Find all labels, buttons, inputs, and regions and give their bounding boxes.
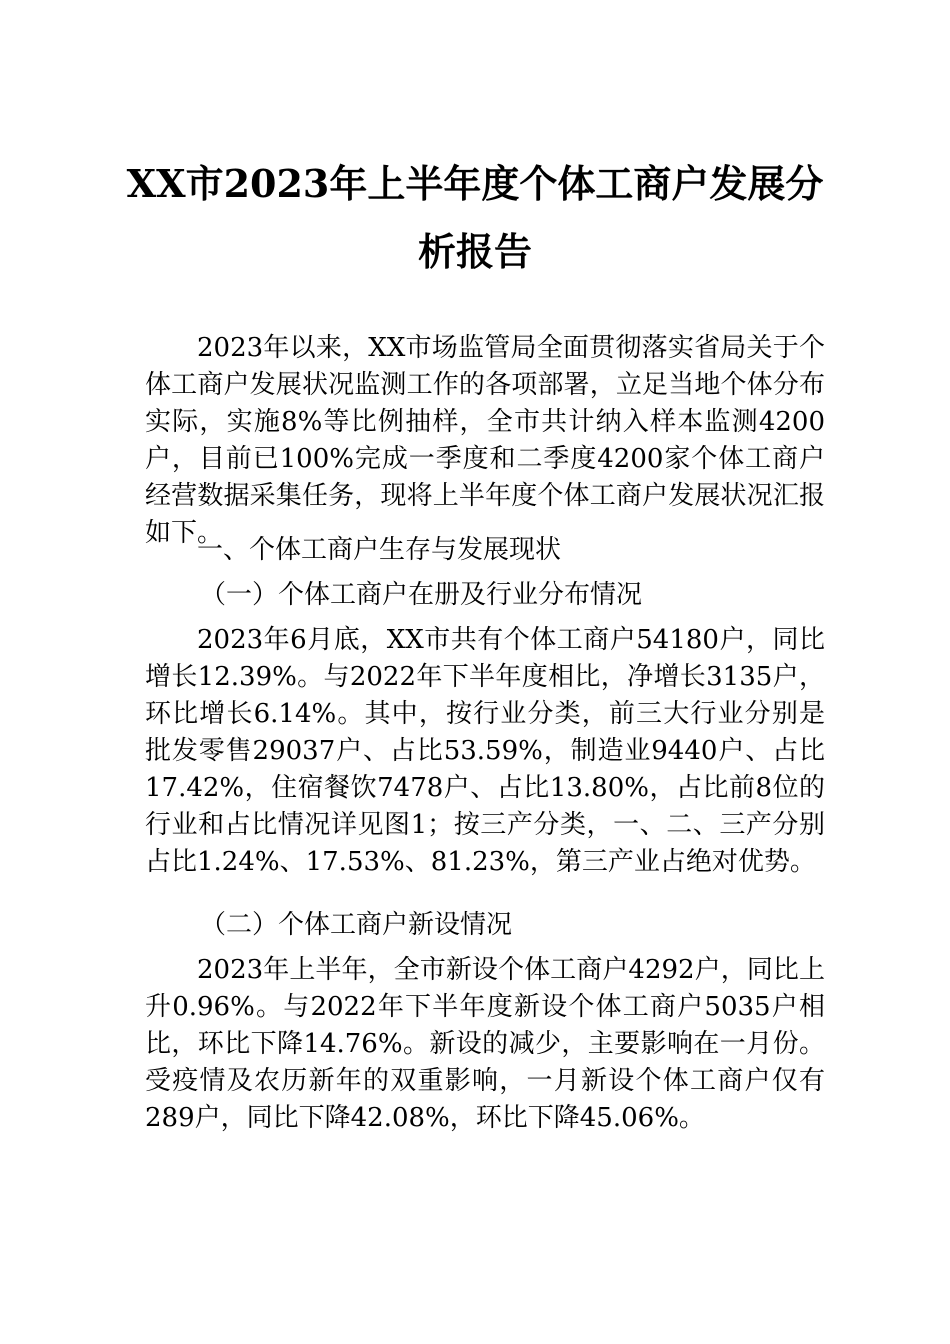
subsection-2-paragraph: 2023年上半年，全市新设个体工商户4292户，同比上升0.96%。与2022年下半年度新设个体工商户5035户相比，环比下降14.76%。新设的减少，主要影响在一月份。受疫情及农历新年的双重影响，一月新设个体工商户仅有289户，同比下降42.08%，环比下降45.06%。 bbox=[145, 955, 825, 1133]
subsection-2-heading: （二）个体工商户新设情况 bbox=[200, 910, 513, 940]
document-title-line-2: 析报告 bbox=[417, 229, 532, 274]
section-1-heading: 一、个体工商户生存与发展现状 bbox=[197, 535, 562, 565]
subsection-1-heading: （一）个体工商户在册及行业分布情况 bbox=[200, 580, 643, 610]
subsection-1-paragraph: 2023年6月底，XX市共有个体工商户54180户，同比增长12.39%。与2022年下半年度相比，净增长3135户，环比增长6.14%。其中，按行业分类，前三大行业分别是批发零售29037户、占比53.59%，制造业9440户、占比17.42%，住宿餐饮7478户、占比13.80%，占比前8位的行业和占比情况详见图1；按三产分类，一、二、三产分别占比1.24%、17.53%、81.23%，第三产业占绝对优势。 bbox=[145, 625, 825, 877]
document-title-line-1: XX市2023年上半年度个体工商户发展分 bbox=[126, 161, 824, 206]
intro-paragraph: 2023年以来，XX市场监管局全面贯彻落实省局关于个体工商户发展状况监测工作的各项部署，立足当地个体分布实际，实施8%等比例抽样，全市共计纳入样本监测4200户，目前已100%完成一季度和二季度4200家个体工商户经营数据采集任务，现将上半年度个体工商户发展状况汇报如下。 bbox=[145, 333, 825, 548]
